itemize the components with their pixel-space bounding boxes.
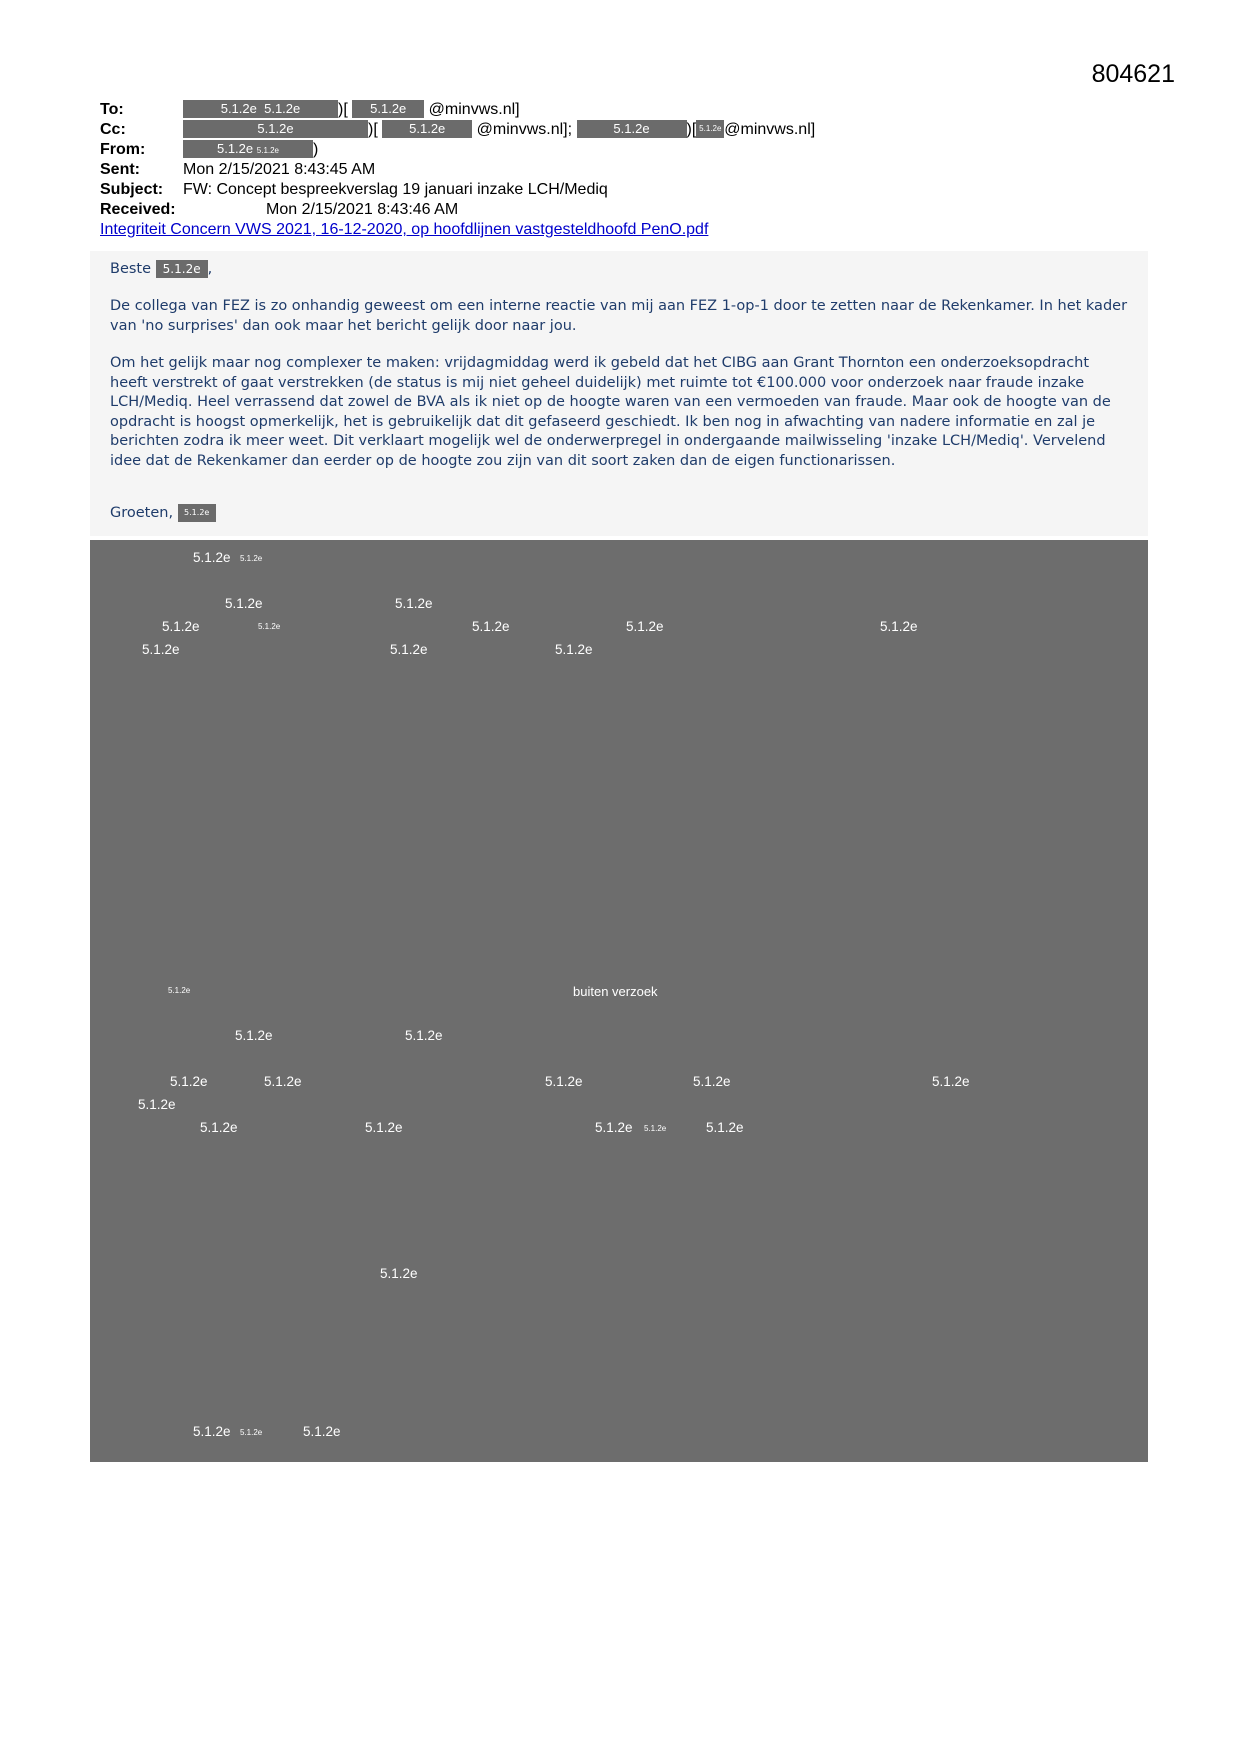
cc-row: Cc: 5.1.2e )[ 5.1.2e @minvws.nl]; 5.1.2e )[ 5.1.2e @minvws.nl] [100, 121, 816, 138]
redaction: 5.1.2e 5.1.2e [183, 100, 338, 118]
paragraph-1: De collega van FEZ is zo onhandig geweest om een interne reactie van mij aan FEZ 1-op-1 door te zetten naar de Rekenkamer. In het kader van 'no surprises' dan ook maar het bericht gelijk door naar jou. [110, 298, 1128, 334]
redaction-label: 5.1.2e [235, 1028, 273, 1043]
redaction-label: 5.1.2e [200, 1120, 238, 1135]
redaction-label: 5.1.2e [555, 642, 593, 657]
redaction-label: 5.1.2e [170, 1074, 208, 1089]
redaction: 5.1.2e [156, 260, 208, 278]
redaction: 5.1.2e [696, 120, 724, 138]
received-row [100, 200, 1140, 220]
redaction-label: 5.1.2e [193, 1424, 231, 1439]
cc-domain-1: @minvws.nl]; [476, 121, 573, 138]
paragraph-2: Om het gelijk maar nog complexer te maken: vrijdagmiddag werd ik gebeld dat het CIBG aan Grant Thornton een onderzoeksopdracht heeft verstrekt of gaat verstrekken (de status is mij niet geheel duidelijk) met ruimte tot €100.000 voor onderzoek naar fraude inzake LCH/Mediq. Heel verrassend dat zowel de BVA als ik niet op de hoogte waren van een vermoeden van fraude. Maar ook de hoogte van de opdracht is hoogst opmerkelijk, het is gebruikelijk dat dit gefaseerd geschiedt. Ik ben nog in afwachting van nadere informatie en zal je berichten zodra ik meer weet. Dit verklaart mogelijk wel de onderwerpregel in ondergaande mailwisseling 'inzake LCH/Mediq'. Vervelend idee dat de Rekenkamer dan eerder op de hoogte zou zijn van dit soort zaken dan de eigen functionarissen. [110, 355, 1111, 469]
redaction-label: 5.1.2e [880, 619, 918, 634]
email-body [90, 251, 1148, 536]
cc-domain-2: @minvws.nl] [724, 121, 816, 138]
redaction-label: 5.1.2e [644, 1124, 667, 1133]
received-label: Received: [100, 201, 176, 218]
sent-row [100, 160, 1140, 180]
greeting-line: Beste 5.1.2e , [110, 261, 213, 277]
redaction: 5.1.2e [577, 120, 687, 138]
closing-line: Groeten, 5.1.2e [110, 504, 1130, 524]
redaction-label: 5.1.2e [405, 1028, 443, 1043]
attachment-link[interactable]: Integriteit Concern VWS 2021, 16-12-2020, op hoofdlijnen vastgesteldhoofd PenO.pdf [100, 221, 709, 238]
redaction-label: 5.1.2e [545, 1074, 583, 1089]
subject-row [100, 180, 1140, 200]
redaction-label: 5.1.2e [472, 619, 510, 634]
redaction-label: 5.1.2e [365, 1120, 403, 1135]
redaction-label: 5.1.2e [142, 642, 180, 657]
redacted-block [90, 540, 1148, 1462]
redaction-label: 5.1.2e [390, 642, 428, 657]
redaction-label: 5.1.2e [395, 596, 433, 611]
to-row: To: 5.1.2e 5.1.2e )[ 5.1.2e @minvws.nl] [100, 101, 520, 118]
sent-value: Mon 2/15/2021 8:43:45 AM [183, 161, 376, 178]
redaction: 5.1.2e [178, 504, 216, 522]
redaction: 5.1.2e [183, 120, 368, 138]
redaction: 5.1.2e 5.1.2e [183, 140, 313, 158]
cc-label: Cc: [100, 121, 126, 138]
redaction: 5.1.2e [382, 120, 472, 138]
subject-label: Subject: [100, 181, 164, 198]
redaction: 5.1.2e [352, 100, 424, 118]
outside-request-label: buiten verzoek [573, 984, 658, 999]
redaction-label: 5.1.2e [706, 1120, 744, 1135]
subject-value: FW: Concept bespreekverslag 19 januari inzake LCH/Mediq [183, 181, 608, 198]
received-value: Mon 2/15/2021 8:43:46 AM [266, 201, 459, 218]
sent-label: Sent: [100, 161, 140, 178]
redaction-label: 5.1.2e [626, 619, 664, 634]
redaction-label: 5.1.2e [240, 1428, 263, 1437]
email-header [100, 100, 1140, 220]
from-row: From: 5.1.2e 5.1.2e ) [100, 141, 319, 158]
redaction-label: 5.1.2e [258, 622, 281, 631]
document-number: 804621 [1091, 60, 1175, 88]
redaction-label: 5.1.2e [138, 1097, 176, 1112]
redaction-label: 5.1.2e [693, 1074, 731, 1089]
redaction-label: 5.1.2e [168, 986, 191, 995]
redaction-label: 5.1.2e [225, 596, 263, 611]
redaction-label: 5.1.2e [162, 619, 200, 634]
redaction-label: 5.1.2e [193, 550, 231, 565]
to-label: To: [100, 101, 124, 118]
redaction-label: 5.1.2e [595, 1120, 633, 1135]
redaction-label: 5.1.2e [380, 1266, 418, 1281]
to-domain: @minvws.nl] [428, 101, 520, 118]
redaction-label: 5.1.2e [264, 1074, 302, 1089]
redaction-label: 5.1.2e [932, 1074, 970, 1089]
redaction-label: 5.1.2e [240, 554, 263, 563]
redaction-label: 5.1.2e [303, 1424, 341, 1439]
from-label: From: [100, 141, 146, 158]
